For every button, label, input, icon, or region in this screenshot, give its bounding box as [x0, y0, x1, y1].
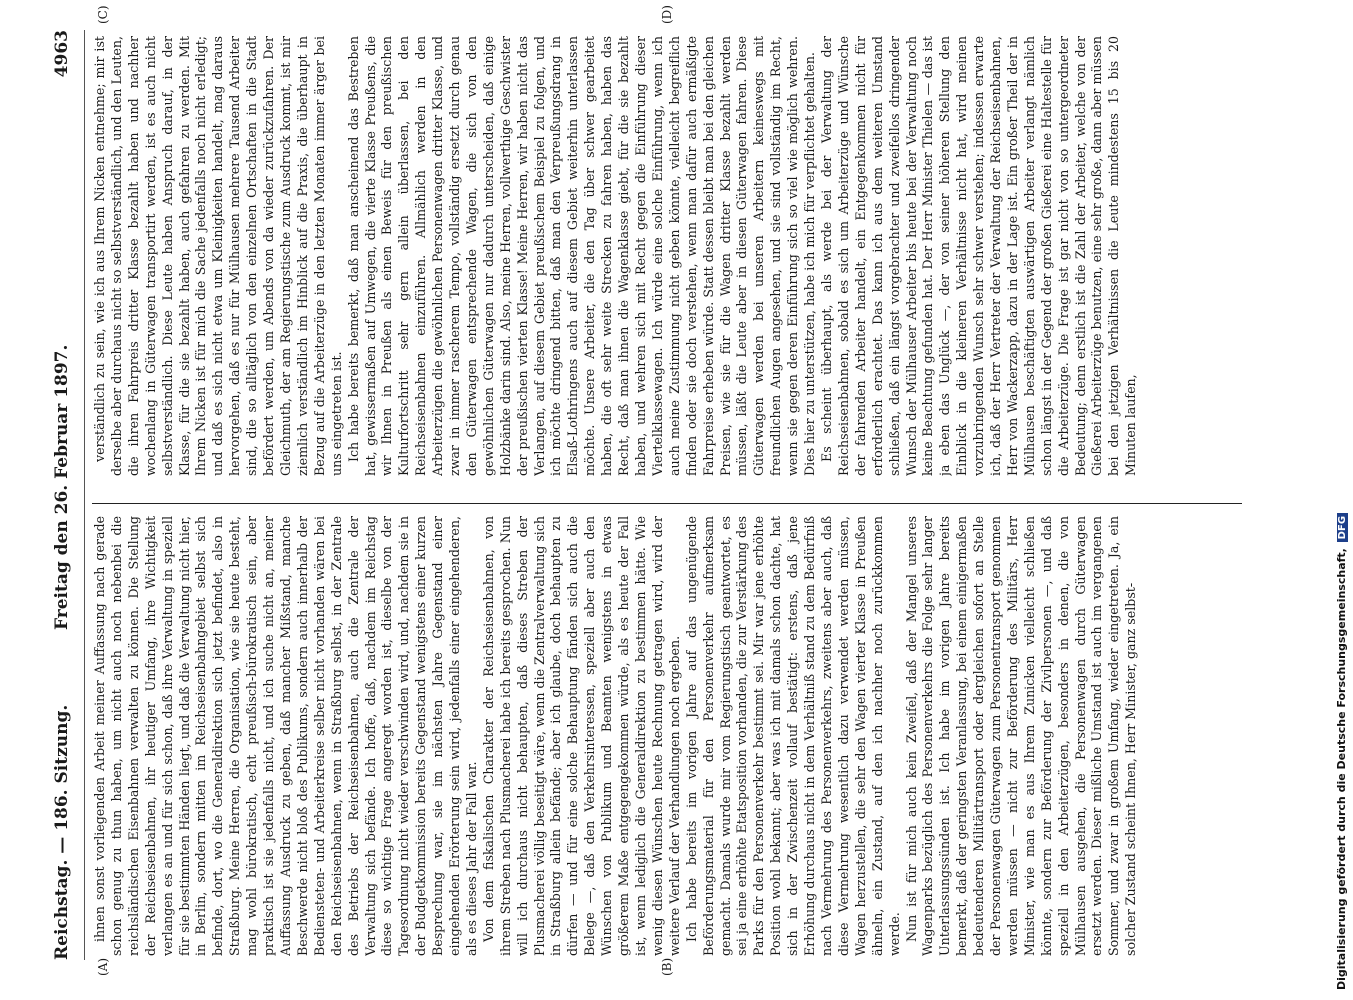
credit-text: Digitalisierung gefördert durch die Deutsche Forschungsgemeinschaft,: [1335, 548, 1348, 990]
page-number: 4963: [52, 30, 72, 78]
marker-b: (B): [660, 957, 674, 976]
paragraph: Es scheint überhaupt, als werde bei der Verwaltung der Reichseisenbahnen, sobald es sich um Arbeiterzüge und Wünsche der fahrenden Arbeiter handelt, ein Entgegenkommen nicht für erforderlich erachtet. Das kann ich aus dem weiteren Umstand schließen, daß ein längst vorgebrachter und zweifellos dringender Wunsch der Mülhauser Arbeiter bis heute bei der Verwaltung noch keine Beachtung gefunden hat. Der Herr Minister Thielen — das ist ja eben das Unglück —, der von seiner höheren Stellung den Einblick in die kleineren Verhältnisse nicht hat, wird meinen vorzubringenden Wunsch sehr schwer verstehen; indessen erwarte ich, daß der Herr Vertreter der Verwaltung der Reichseisenbahnen, Herr von Wackerzapp, dazu in der Lage ist. Ein großer Theil der in Mülhausen beschäftigten auswärtigen Arbeiter verlangt nämlich schon längst in der Gegend der großen Gießerei eine Haltestelle für die Arbeiterzüge. Die Frage ist gar nicht von so untergeordneter Bedeutung; denn erstlich ist die Zahl der Arbeiter, welche von der Gießerei Arbeiterzüge benutzen, eine sehr große, dann aber müssen bei den jetzigen Verhältnissen die Leute mindestens 15 bis 20 Minuten laufen,: [818, 36, 1139, 476]
paragraph: Ich habe bereits bemerkt, daß man anscheinend das Bestreben hat, gewissermaßen auf Umwegen, die vierte Klasse Preußens, die wir Ihnen in Preußen als einen Beweis für den preußischen Kulturfortschritt sehr gern allein überlassen, bei den Reichseisenbahnen einzuführen. Allmählich werden in den Arbeiterzügen die gewöhnlichen Personenwagen dritter Klasse, und zwar in immer rascherem Tempo, vollständig ersetzt durch genau den Güterwagen entsprechende Wagen, die sich von den gewöhnlichen Güterwagen nur dadurch unterscheiden, daß einige Holzbänke darin sind. Also, meine Herren, vollwerthige Geschwister der preußischen vierten Klasse! Meine Herren, wir haben nicht das Verlangen, auf diesem Gebiet preußischem Beispiel zu folgen, und ich möchte dringend bitten, daß man den Verpreußungsdrang in Elsaß-Lothringens auch auf diesem Gebiet weiterhin unterlassen möchte. Unsere Arbeiter, die den Tag über schwer gearbeitet haben, die oft sehr weite Strecken zu fahren haben, haben das Recht, daß man ihnen die Wagenklasse giebt, für die sie bezahlt haben, und wehren sich mit Recht gegen die Einführung dieser Viertelklassewagen. Ich würde eine solche Einführung, wenn ich auch meine Zustimmung nicht geben könnte, vielleicht begreiflich finden oder sie doch verstehen, wenn man dafür auch ermäßigte Fahrpreise erheben würde. Statt dessen bleibt man bei den gleichen Preisen, wie sie für die Wagen dritter Klasse bezahlt werden müssen, läßt die Leute aber in diesen Güterwagen fahren. Diese Güterwagen werden bei unseren Arbeitern keineswegs mit freundlichen Augen angesehen, und sie sind vollständig im Recht, wenn sie gegen deren Einführung sich so viel wie möglich wehren. Dies hier zu unterstützen, habe ich mich für verpflichtet gehalten.: [345, 36, 818, 476]
paragraph: Nun ist für mich auch kein Zweifel, daß der Mangel unseres Wagenparks bezüglich des Personenverkehrs die Folge sehr langer Unterlassungssünden ist. Ich habe im vorigen Jahre bereits bemerkt, daß der geringsten Veranlassung, bei einem einigermaßen bedeutenderen Militärtransport oder dergleichen sofort an Stelle der Personenwagen Güterwagen zum Personentransport genommen werden müssen — nicht zur Beförderung des Militärs, Herr Minister, wie man es aus Ihrem Zunicken vielleicht schließen könnte, sondern zur Beförderung der Zivilpersonen —, und daß speziell in den Arbeiterzügen, besonders in denen, die von Mülhausen ausgehen, die Personenwagen durch Güterwagen ersetzt werden. Dieser mißliche Umstand ist auch im vergangenen Sommer, und zwar in großem Umfang, wieder eingetreten. Ja, ein solcher Zustand scheint Ihnen, Herr Minister, ganz selbst-: [903, 516, 1139, 956]
paragraph: Ich habe bereits im vorigen Jahre auf das ungenügende Beförderungsmaterial für den Personenverkehr aufmerksam gemacht. Damals wurde mir vom Regierungstisch geantwortet, es sei ja eine erhöhte Etatsposition vorhanden, die zur Verstärkung des Parks für den Personenverkehr bestimmt sei. Mir war jene erhöhte Position wohl bekannt; aber was ich mit damals schon dachte, hat sich in der Zwischenzeit vollauf bestätigt: erstens, daß jene Erhöhung durchaus nicht in dem Verhältniß stand zu dem Bedürfniß nach Vermehrung des Personenverkehrs, zweitens aber auch, daß diese Vermehrung wesentlich dazu verwendet werden müssen, Wagen herzustellen, die sehr den Wagen vierter Klasse in Preußen ähneln, ein Zustand, auf den ich nachher noch zurückkommen werde.: [683, 516, 902, 956]
page-header: [52, 30, 82, 960]
header-date: Freitag den 26. Februar 1897.: [52, 344, 72, 630]
left-column: [92, 516, 1242, 956]
paragraph: ihnen sonst vorliegenden Arbeit meiner Auffassung nach gerade schon genug zu thun haben, um nicht auch noch nebenbei die reichsländischen Eisenbahnen verwalten zu können. Die Stellung der Reichseisenbahnen, ihr heutiger Umfang, ihre Wichtigkeit verlangen es an und für sich schon, daß ihre Verwaltung in speziell für sie bestimmten Händen liegt, und daß die Verwaltung nicht hier, in Berlin, sondern mitten im Reichseisenbahngebiet selbst sich befinde, dort, wo die Generaldirektion sich jetzt befindet, also in Straßburg. Meine Herren, die Organisation, wie sie heute besteht, mag wohl bürokratisch, echt preußisch-bürokratisch sein, aber praktisch ist sie jedenfalls nicht, und ich suche nicht an, meiner Auffassung Ausdruck zu geben, daß mancher Mißstand, manche Beschwerde nicht bloß des Publikums, sondern auch innerhalb der Bediensteten- und Arbeiterkreise selber nicht vorhanden wären bei den Reichseisenbahnen, wenn in Straßburg selbst, in der Zentrale des Betriebs der Reichseisenbahnen, auch die Zentrale der Verwaltung sich befände. Ich hoffe, daß, nachdem im Reichstag diese so wichtige Frage angeregt worden ist, dieselbe von der Tagesordnung nicht wieder verschwinden wird, und, nachdem sie in der Budgetkommission bereits Gegenstand wenigstens einer kurzen Besprechung war, sie im nächsten Jahre Gegenstand einer eingehenden Erörterung sein wird, jedenfalls einer eingehenderen, als es dieses Jahr der Fall war.: [92, 516, 479, 956]
paragraph: verständlich zu sein, wie ich aus Ihrem Nicken entnehme; mir ist derselbe aber durchaus nicht so selbstverständlich, und den Leuten, die ihren Fahrpreis dritter Klasse bezahlt haben und nachher wochenlang in Güterwagen transportirt werden, ist es auch nicht selbstverständlich. Diese Leute haben Anspruch darauf, in der Klasse, für die sie bezahlt haben, auch gefahren zu werden. Mit Ihrem Nicken ist für mich die Sache jedenfalls noch nicht erledigt; und daß es sich nicht etwa um Kleinigkeiten handelt, mag daraus hervorgehen, daß es nur für Mülhausen mehrere Tausend Arbeiter sind, die so alltäglich von den einzelnen Ortschaften in die Stadt befördert werden, um Abends von da wieder zurückzufahren. Der Gleichmuth, der am Regierungstische zum Ausdruck kommt, ist mir ziemlich verständlich im Hinblick auf die Praxis, die überhaupt in Bezug auf die Arbeiterzüge in den letzten Monaten immer ärger bei uns eingetreten ist.: [92, 36, 344, 476]
marker-c: (C): [96, 5, 110, 24]
right-column: [92, 36, 1242, 476]
column-divider: [92, 503, 1242, 504]
header-left: Reichstag. — 186. Sitzung.: [52, 704, 72, 960]
dfg-logo: DFG: [1337, 513, 1348, 542]
digitization-credit: [1335, 10, 1353, 990]
marker-d: (D): [660, 5, 674, 24]
paragraph: Von dem fiskalischen Charakter der Reichseisenbahnen, von ihrem Streben nach Plusmacherei habe ich bereits gesprochen. Nun will ich durchaus nicht behaupten, daß dieses Streben der Plusmacherei völlig beseitigt wäre, wenn die Zentralverwaltung sich in Straßburg allein befände; aber ich glaube, doch behaupten zu dürfen — und für eine solche Behauptung fänden sich auch die Belege —, daß den Verkehrsinteressen, speziell aber auch den Wünschen von Publikum und Beamten wenigstens in etwas größerem Maße entgegengekommen würde, als es heute der Fall ist, wenn lediglich die Generaldirektion zu bestimmen hätte. Wie wenig diesen Wünschen heute Rechnung getragen wird, wird der weitere Verlauf der Verhandlungen noch ergeben.: [480, 516, 682, 956]
header-rule: [84, 30, 85, 960]
marker-a: (A): [96, 957, 110, 976]
